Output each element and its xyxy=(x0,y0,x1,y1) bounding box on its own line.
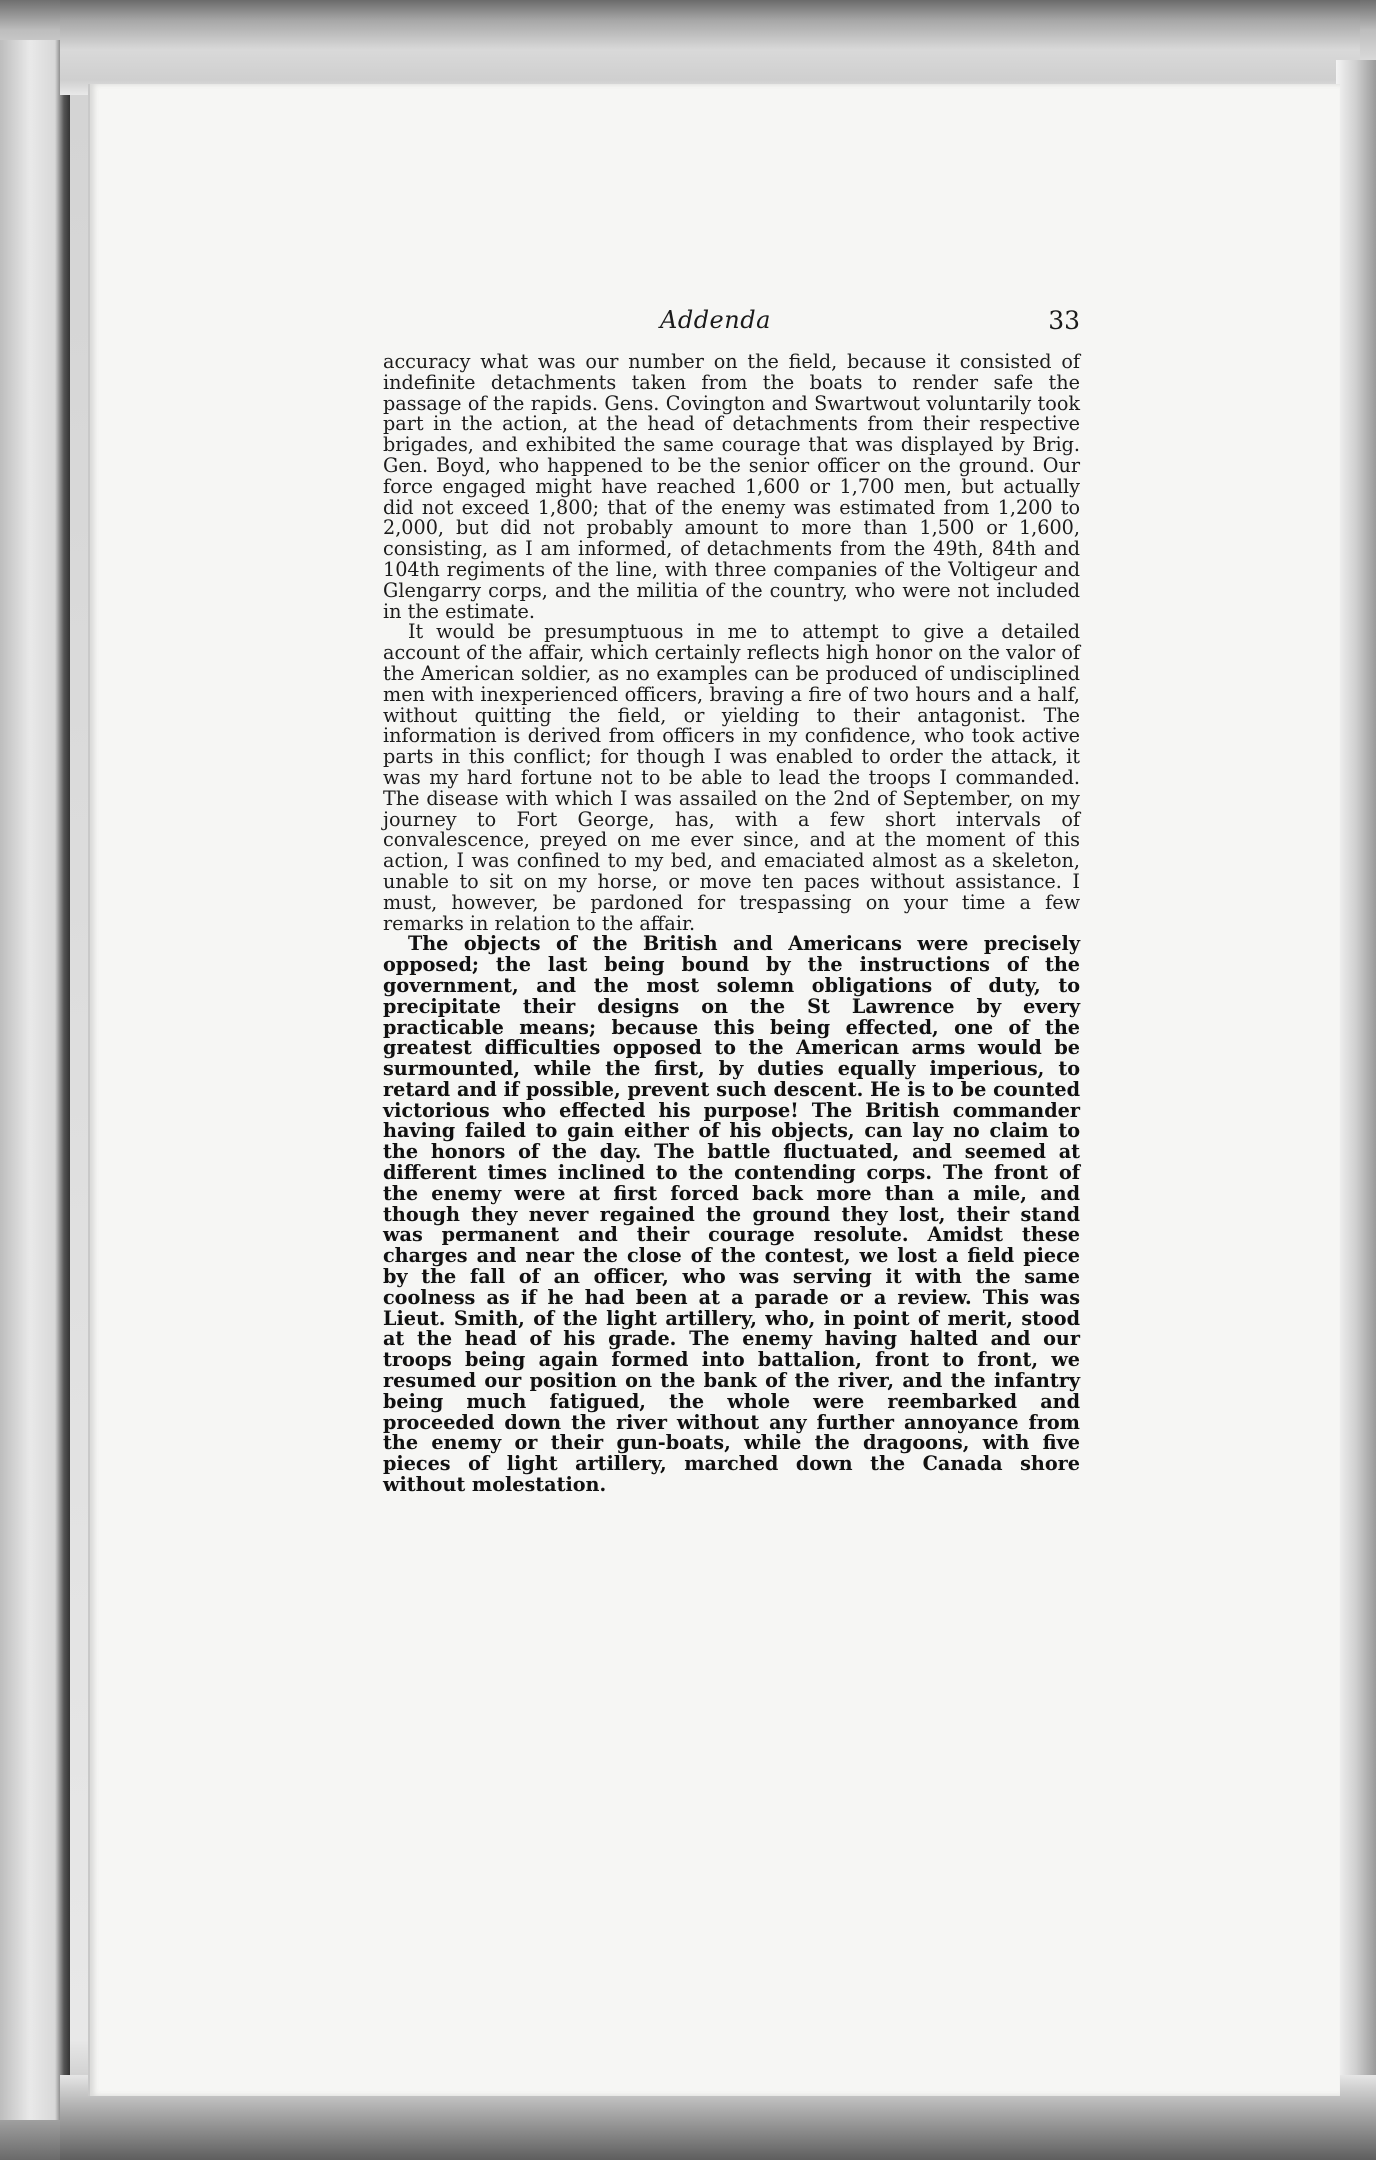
right-page-edge xyxy=(1336,60,1376,2090)
paragraph-3: The objects of the British and Americans were precisely opposed; the last being bound by the instructions of the government, and the most solemn obligations of duty, to precipitate their designs on the St Lawrence by every practicable means; because this being effected, one of the greatest difficulties opposed to the American arms would be surmounted, while the first, by duties equally imperious, to retard and if possible, prevent such descent. He is to be counted victorious who effected his purpose! The British commander having failed to gain either of his objects, can lay no claim to the honors of the day. The battle fluctuated, and seemed at different times inclined to the contending corps. The front of the enemy were at first forced back more than a mile, and though they never regained the ground they lost, their stand was permanent and their courage resolute. Amidst these charges and near the close of the contest, we lost a field piece by the fall of an officer, who was serving it with the same coolness as if he had been at a parade or a review. This was Lieut. Smith, of the light artillery, who, in point of merit, stood at the head of his grade. The enemy having halted and our troops being again formed into battalion, front to front, we resumed our position on the bank of the river, and the infantry being much fatigued, the whole were reembarked and proceeded down the river without any further annoyance from the enemy or their gun-boats, while the dragoons, with five pieces of light artillery, marched down the Canada shore without molestation. xyxy=(383,932,1080,1497)
top-book-edge xyxy=(60,0,1360,95)
running-title: Addenda xyxy=(660,306,771,334)
paragraph-1: accuracy what was our number on the field, because it consisted of indefinite detachments taken from the boats to render safe the passage of the rapids. Gens. Covington and Swartwout voluntarily took part in the action, at the head of detachments from their respective brigades, and exhibited the same courage that was displayed by Brig. Gen. Boyd, who happened to be the senior officer on the ground. Our force engaged might have reached 1,600 or 1,700 men, but actually did not exceed 1,800; that of the enemy was estimated from 1,200 to 2,000, but did not probably amount to more than 1,500 or 1,600, consisting, as I am informed, of detachments from the 49th, 84th and 104th regiments of the line, with three companies of the Voltigeur and Glengarry corps, and the militia of the country, who were not included in the estimate. xyxy=(383,350,1080,623)
running-head xyxy=(380,306,1080,356)
body-text xyxy=(383,352,1080,1496)
paragraph-2: It would be presumptuous in me to attempt to give a detailed account of the affair, which certainly reflects high honor on the valor of the American soldier, as no examples can be produced of undisciplined men with inexperienced officers, braving a fire of two hours and a half, without quitting the field, or yielding to their antagonist. The information is derived from officers in my confidence, who took active parts in this conflict; for though I was enabled to order the attack, it was my hard fortune not to be able to lead the troops I commanded. The disease with which I was assailed on the 2nd of September, on my journey to Fort George, has, with a few short intervals of convalescence, preyed on me ever since, and at the moment of this action, I was confined to my bed, and emaciated almost as a skeleton, unable to sit on my horse, or move ten paces without assistance. I must, however, be pardoned for trespassing on your time a few remarks in relation to the affair. xyxy=(383,620,1080,935)
page-number: 33 xyxy=(1048,306,1080,335)
left-page-edge xyxy=(0,40,70,2120)
